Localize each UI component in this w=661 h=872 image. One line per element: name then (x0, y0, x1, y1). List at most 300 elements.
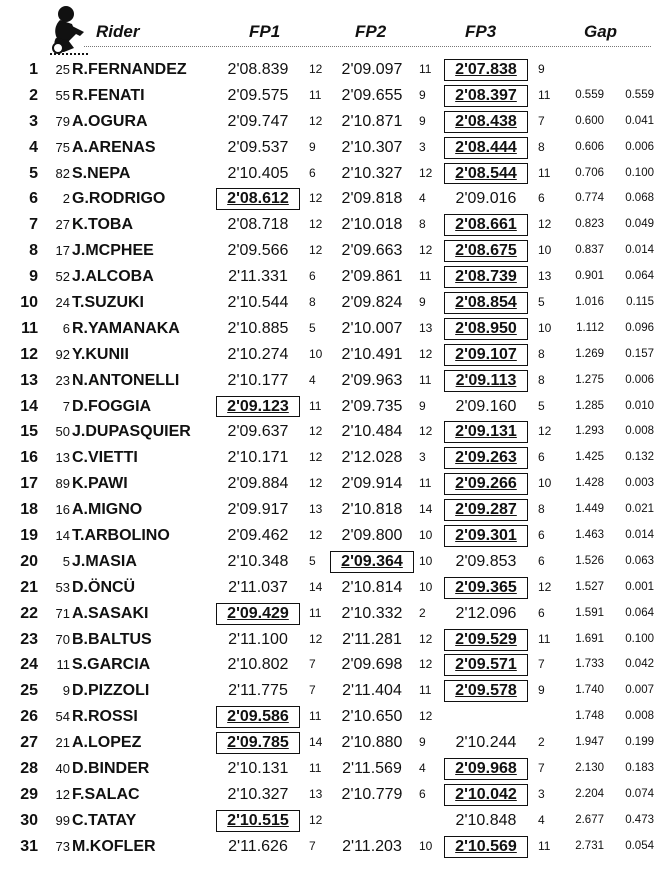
table-row (0, 652, 661, 678)
position-cell: 16 (20, 449, 38, 467)
fp3-time-cell: 2'09.571 (444, 652, 528, 678)
fp1-laps-cell: 8 (309, 295, 316, 310)
rider-number-cell: 2 (62, 191, 70, 207)
table-row (0, 601, 661, 627)
fp2-laps-cell: 4 (419, 761, 426, 776)
rider-name-cell: A.SASAKI (72, 604, 149, 622)
fp1-laps-cell: 7 (309, 657, 316, 672)
fp1-time-cell: 2'11.626 (228, 837, 288, 855)
position-cell: 4 (29, 138, 38, 156)
fp1-time-cell: 2'09.747 (227, 112, 289, 130)
rider-number-cell: 13 (55, 450, 70, 466)
table-row (0, 342, 661, 368)
table-row (0, 627, 661, 653)
gap-first-cell: 1.275 (575, 373, 604, 386)
fp2-time-cell: 2'09.818 (341, 190, 403, 208)
table-row (0, 782, 661, 808)
fp1-time-cell: 2'11.100 (228, 630, 288, 648)
position-cell: 25 (20, 682, 38, 700)
gap-first-cell: 2.677 (575, 813, 604, 826)
gap-first-cell: 1.425 (575, 451, 604, 464)
fp1-laps-cell: 10 (309, 346, 323, 361)
rider-name-cell: T.SUZUKI (72, 294, 144, 312)
fp2-time-cell: 2'10.307 (341, 138, 403, 156)
gap-previous-cell: 0.049 (625, 218, 654, 231)
rider-number-cell: 53 (55, 579, 70, 595)
fp1-laps-cell: 12 (309, 476, 323, 491)
gap-first-cell: 0.559 (575, 88, 604, 101)
rider-name-cell: G.RODRIGO (72, 190, 166, 208)
table-row (0, 290, 661, 316)
fp2-laps-cell: 9 (419, 735, 426, 750)
header-fp3: FP3 (465, 22, 497, 41)
rider-number-cell: 54 (55, 709, 70, 725)
gap-previous-cell: 0.068 (625, 192, 654, 205)
fp2-laps-cell: 11 (419, 372, 432, 387)
table-row (0, 368, 661, 394)
fp2-time-cell: 2'10.007 (341, 319, 403, 337)
rider-number-cell: 6 (62, 320, 70, 336)
gap-previous-cell: 0.074 (625, 787, 654, 800)
fp3-time-cell: 2'10.244 (455, 734, 517, 752)
fp3-time-cell: 2'09.578 (444, 678, 528, 704)
fp2-laps-cell: 11 (419, 683, 432, 698)
fp1-time-cell: 2'08.839 (227, 61, 289, 78)
fp2-time-cell: 2'10.871 (341, 112, 403, 130)
fp2-time-cell: 2'09.698 (341, 656, 403, 674)
table-row (0, 523, 661, 549)
fp2-laps-cell: 12 (419, 631, 433, 646)
gap-previous-cell: 0.006 (625, 373, 654, 386)
rider-number-cell: 73 (55, 838, 70, 854)
gap-previous-cell: 0.054 (625, 839, 654, 852)
gap-previous-cell: 0.014 (625, 529, 654, 542)
gap-first-cell: 0.706 (575, 166, 604, 179)
table-row (0, 834, 661, 860)
fp1-time-cell: 2'10.405 (227, 164, 289, 182)
fp2-laps-cell: 11 (419, 62, 432, 76)
fp2-time-cell: 2'09.861 (341, 268, 403, 286)
gap-first-cell: 1.463 (575, 529, 604, 542)
rider-name-cell: A.MIGNO (72, 501, 143, 519)
fp1-time-cell: 2'10.802 (227, 656, 289, 674)
rider-name-cell: K.PAWI (72, 475, 128, 493)
fp2-time-cell: 2'09.914 (341, 475, 403, 493)
table-row (0, 445, 661, 471)
fp3-time-cell: 2'08.950 (444, 316, 528, 342)
table-row (0, 57, 661, 83)
gap-previous-cell: 0.063 (625, 554, 654, 567)
fp3-laps-cell: 3 (538, 786, 545, 801)
position-cell: 18 (20, 501, 38, 519)
fp2-laps-cell: 6 (419, 786, 426, 801)
fp1-laps-cell: 12 (309, 528, 323, 543)
fp1-laps-cell: 12 (309, 450, 323, 465)
rider-number-cell: 27 (55, 217, 70, 233)
fp1-time-cell: 2'09.586 (216, 704, 300, 730)
fp2-laps-cell: 10 (419, 838, 433, 853)
position-cell: 17 (20, 475, 38, 493)
gap-first-cell: 1.269 (575, 347, 604, 360)
position-cell: 15 (20, 423, 38, 441)
rider-name-cell: D.BINDER (72, 760, 150, 778)
position-cell: 2 (29, 86, 38, 104)
table-row (0, 238, 661, 264)
rider-name-cell: J.MCPHEE (72, 242, 154, 260)
fp2-time-cell: 2'10.814 (341, 578, 403, 596)
fp2-time-cell: 2'12.028 (341, 449, 403, 467)
fp3-laps-cell: 12 (538, 579, 552, 594)
fp3-time-cell: 2'08.444 (444, 135, 528, 161)
fp2-time-cell: 2'10.779 (341, 785, 403, 803)
rider-name-cell: A.OGURA (72, 112, 148, 130)
position-cell: 30 (20, 811, 38, 829)
gap-previous-cell: 0.096 (625, 321, 654, 334)
rider-name-cell: C.VIETTI (72, 449, 138, 467)
fp2-laps-cell: 3 (419, 139, 426, 154)
fp2-laps-cell: 9 (419, 113, 426, 128)
table-row (0, 575, 661, 601)
fp1-time-cell: 2'10.348 (227, 552, 289, 570)
fp2-time-cell: 2'09.824 (341, 294, 403, 312)
fp2-laps-cell: 11 (419, 476, 432, 491)
rider-name-cell: R.ROSSI (72, 708, 138, 726)
fp1-laps-cell: 14 (309, 735, 323, 750)
fp2-laps-cell: 9 (419, 87, 426, 102)
position-cell: 28 (20, 760, 38, 778)
fp2-time-cell: 2'09.963 (341, 371, 403, 389)
fp2-laps-cell: 11 (419, 269, 432, 284)
fp2-laps-cell: 12 (419, 709, 433, 724)
fp1-time-cell: 2'09.429 (216, 601, 300, 627)
fp3-time-cell: 2'09.853 (455, 552, 517, 570)
fp2-time-cell: 2'10.018 (341, 216, 403, 234)
rider-number-cell: 55 (55, 87, 70, 103)
fp1-time-cell: 2'08.718 (227, 216, 289, 234)
fp3-time-cell: 2'08.438 (444, 109, 528, 135)
table-row (0, 135, 661, 161)
fp2-time-cell: 2'10.332 (341, 604, 403, 622)
fp1-time-cell: 2'10.544 (227, 294, 289, 312)
gap-first-cell: 2.130 (575, 762, 604, 775)
fp3-laps-cell: 10 (538, 476, 552, 491)
fp1-time-cell: 2'11.331 (228, 268, 288, 286)
fp3-laps-cell: 6 (538, 191, 545, 206)
rider-number-cell: 16 (55, 502, 70, 518)
fp3-laps-cell: 6 (538, 450, 545, 465)
gap-first-cell: 1.691 (575, 632, 604, 645)
fp3-laps-cell: 11 (538, 165, 551, 180)
rider-number-cell: 21 (55, 735, 70, 751)
gap-previous-cell: 0.064 (625, 606, 654, 619)
fp2-time-cell: 2'09.800 (341, 527, 403, 545)
gap-previous-cell: 0.008 (625, 425, 654, 438)
gap-previous-cell: 0.157 (625, 347, 654, 360)
table-row (0, 264, 661, 290)
fp3-laps-cell: 8 (538, 502, 545, 517)
fp3-laps-cell: 2 (538, 735, 545, 750)
fp2-laps-cell: 12 (419, 243, 433, 258)
fp1-laps-cell: 14 (309, 579, 323, 594)
fp3-laps-cell: 6 (538, 553, 545, 568)
fp2-laps-cell: 12 (419, 657, 433, 672)
fp1-time-cell: 2'11.775 (228, 682, 288, 700)
fp1-time-cell: 2'10.131 (227, 760, 289, 778)
fp1-laps-cell: 13 (309, 502, 323, 517)
rider-name-cell: D.FOGGIA (72, 397, 152, 415)
gap-first-cell: 0.901 (575, 270, 604, 283)
fp1-time-cell: 2'08.612 (216, 186, 300, 212)
fp3-laps-cell: 4 (538, 812, 545, 827)
fp1-laps-cell: 12 (309, 217, 323, 232)
fp2-time-cell: 2'10.880 (341, 734, 403, 752)
gap-previous-cell: 0.100 (625, 166, 654, 179)
fp3-laps-cell: 6 (538, 528, 545, 543)
fp2-time-cell: 2'11.203 (342, 837, 402, 855)
header-divider (84, 46, 651, 47)
gap-first-cell: 1.449 (575, 503, 604, 516)
position-cell: 13 (20, 371, 38, 389)
fp2-time-cell: 2'09.655 (341, 86, 403, 104)
results-table (0, 57, 661, 860)
fp2-laps-cell: 8 (419, 217, 426, 232)
fp2-laps-cell: 12 (419, 165, 433, 180)
position-cell: 27 (20, 734, 38, 752)
header-fp2: FP2 (355, 22, 387, 41)
gap-first-cell: 1.293 (575, 425, 604, 438)
fp1-laps-cell: 11 (309, 398, 322, 413)
rider-name-cell: F.SALAC (72, 785, 140, 803)
fp3-time-cell: 2'09.365 (444, 575, 528, 601)
gap-previous-cell: 0.007 (625, 684, 654, 697)
fp1-laps-cell: 4 (309, 372, 316, 387)
fp2-time-cell: 2'11.569 (342, 760, 402, 778)
table-row (0, 212, 661, 238)
fp3-laps-cell: 8 (538, 139, 545, 154)
fp3-laps-cell: 5 (538, 295, 545, 310)
fp1-laps-cell: 7 (309, 683, 316, 698)
fp1-time-cell: 2'09.637 (227, 423, 289, 441)
fp3-laps-cell: 12 (538, 217, 552, 232)
gap-first-cell: 2.731 (575, 839, 604, 852)
fp3-time-cell: 2'09.107 (444, 342, 528, 368)
rider-number-cell: 23 (55, 372, 70, 388)
fp2-laps-cell: 14 (419, 502, 433, 517)
rider-number-cell: 17 (55, 243, 70, 259)
gap-previous-cell: 0.183 (625, 762, 654, 775)
fp3-time-cell: 2'08.675 (444, 238, 528, 264)
gap-previous-cell: 0.010 (625, 399, 654, 412)
gap-first-cell: 1.112 (576, 321, 604, 334)
rider-number-cell: 24 (55, 295, 70, 311)
rider-number-cell: 82 (55, 165, 70, 181)
position-cell: 1 (29, 61, 38, 78)
fp3-laps-cell: 11 (538, 838, 551, 853)
gap-first-cell: 2.204 (575, 787, 604, 800)
gap-first-cell: 1.526 (575, 554, 604, 567)
position-cell: 26 (20, 708, 38, 726)
fp1-laps-cell: 5 (309, 553, 316, 568)
fp3-laps-cell: 8 (538, 346, 545, 361)
table-row (0, 497, 661, 523)
fp3-time-cell: 2'10.569 (444, 834, 528, 860)
fp3-time-cell: 2'09.968 (444, 756, 528, 782)
gap-first-cell: 1.285 (575, 399, 604, 412)
gap-first-cell: 1.733 (575, 658, 604, 671)
rider-number-cell: 9 (62, 683, 70, 699)
rider-number-cell: 11 (56, 657, 70, 673)
fp2-laps-cell: 10 (419, 579, 433, 594)
rider-name-cell: S.GARCIA (72, 656, 151, 674)
fp1-laps-cell: 11 (309, 605, 322, 620)
fp3-time-cell: 2'08.739 (444, 264, 528, 290)
fp3-laps-cell: 6 (538, 605, 545, 620)
fp1-time-cell: 2'09.537 (227, 138, 289, 156)
fp3-time-cell: 2'08.661 (444, 212, 528, 238)
fp3-time-cell: 2'09.016 (455, 190, 517, 208)
gap-first-cell: 1.428 (575, 477, 604, 490)
gap-previous-cell: 0.008 (625, 710, 654, 723)
gap-first-cell: 0.774 (575, 192, 604, 205)
fp1-laps-cell: 5 (309, 320, 316, 335)
position-cell: 31 (20, 837, 38, 855)
fp3-time-cell: 2'09.160 (455, 397, 517, 415)
fp3-laps-cell: 7 (538, 761, 545, 776)
rider-name-cell: A.ARENAS (72, 138, 156, 156)
rider-number-cell: 25 (55, 62, 70, 77)
fp2-laps-cell: 2 (419, 605, 426, 620)
table-row (0, 549, 661, 575)
rider-number-cell: 7 (62, 398, 70, 414)
fp1-laps-cell: 12 (309, 113, 323, 128)
table-row (0, 471, 661, 497)
position-cell: 7 (29, 216, 38, 234)
gap-previous-cell: 0.021 (625, 503, 654, 516)
rider-name-cell: N.ANTONELLI (72, 371, 180, 389)
position-cell: 9 (29, 268, 38, 286)
fp2-time-cell: 2'10.650 (341, 708, 403, 726)
fp2-time-cell: 2'09.735 (341, 397, 403, 415)
fp1-laps-cell: 12 (309, 243, 323, 258)
rider-number-cell: 50 (55, 424, 70, 440)
gap-previous-cell: 0.003 (625, 477, 654, 490)
fp3-time-cell: 2'10.848 (455, 811, 517, 829)
fp1-laps-cell: 9 (309, 139, 316, 154)
gap-previous-cell: 0.041 (625, 114, 654, 127)
fp3-laps-cell: 9 (538, 683, 545, 698)
position-cell: 6 (29, 190, 38, 208)
fp2-time-cell: 2'09.364 (330, 549, 414, 575)
fp3-time-cell: 2'09.263 (444, 445, 528, 471)
fp3-time-cell: 2'08.854 (444, 290, 528, 316)
table-row (0, 394, 661, 420)
fp3-time-cell: 2'09.131 (444, 419, 528, 445)
rider-name-cell: B.BALTUS (72, 630, 152, 648)
rider-number-cell: 92 (55, 346, 70, 362)
fp1-laps-cell: 13 (309, 786, 323, 801)
rider-name-cell: D.PIZZOLI (72, 682, 150, 700)
rider-name-cell: J.DUPASQUIER (72, 423, 191, 441)
fp3-time-cell: 2'08.544 (444, 161, 528, 187)
rider-name-cell: A.LOPEZ (72, 734, 142, 752)
fp1-time-cell: 2'09.566 (227, 242, 289, 260)
fp2-time-cell: 2'10.327 (341, 164, 403, 182)
fp1-laps-cell: 11 (309, 709, 322, 724)
table-row (0, 161, 661, 187)
gap-previous-cell: 0.042 (625, 658, 654, 671)
position-cell: 12 (20, 345, 38, 363)
fp1-laps-cell: 7 (309, 838, 316, 853)
position-cell: 23 (20, 630, 38, 648)
gap-previous-cell: 0.559 (625, 88, 654, 101)
fp3-time-cell: 2'12.096 (455, 604, 517, 622)
gap-first-cell: 0.837 (575, 244, 604, 257)
fp1-laps-cell: 11 (309, 87, 322, 102)
fp1-laps-cell: 12 (309, 191, 323, 206)
fp1-time-cell: 2'09.123 (216, 394, 300, 420)
fp1-time-cell: 2'10.274 (227, 345, 289, 363)
header-fp1: FP1 (249, 22, 281, 41)
rider-name-cell: R.FENATI (72, 86, 145, 104)
table-row (0, 419, 661, 445)
rider-number-cell: 70 (55, 631, 70, 647)
rider-name-cell: K.TOBA (72, 216, 134, 234)
motorcycle-rider-icon (46, 4, 92, 56)
table-row (0, 730, 661, 756)
fp2-laps-cell: 4 (419, 191, 426, 206)
fp1-laps-cell: 12 (309, 631, 323, 646)
fp3-time-cell: 2'08.397 (444, 83, 528, 109)
position-cell: 19 (20, 527, 38, 545)
gap-first-cell: 1.947 (575, 736, 604, 749)
fp1-laps-cell: 11 (309, 761, 322, 776)
position-cell: 22 (20, 604, 38, 622)
fp3-laps-cell: 10 (538, 243, 552, 258)
fp2-laps-cell: 10 (419, 553, 433, 568)
table-row (0, 186, 661, 212)
rider-number-cell: 52 (55, 269, 70, 285)
fp2-time-cell: 2'10.491 (341, 345, 403, 363)
gap-previous-cell: 0.115 (626, 296, 654, 309)
gap-first-cell: 1.740 (575, 684, 604, 697)
position-cell: 20 (20, 552, 38, 570)
fp1-time-cell: 2'11.037 (228, 578, 288, 596)
fp3-laps-cell: 12 (538, 424, 552, 439)
rider-number-cell: 40 (55, 761, 70, 777)
fp1-time-cell: 2'09.917 (227, 501, 289, 519)
fp2-laps-cell: 9 (419, 295, 426, 310)
fp2-time-cell: 2'09.663 (341, 242, 403, 260)
fp1-laps-cell: 12 (309, 812, 323, 827)
fp3-laps-cell: 8 (538, 372, 545, 387)
position-cell: 11 (21, 319, 38, 337)
rider-number-cell: 5 (62, 553, 70, 569)
fp3-time-cell: 2'10.042 (444, 782, 528, 808)
rider-name-cell: M.KOFLER (72, 837, 156, 855)
table-row (0, 316, 661, 342)
rider-number-cell: 79 (55, 113, 70, 129)
fp1-time-cell: 2'09.785 (216, 730, 300, 756)
rider-name-cell: R.FERNANDEZ (72, 61, 187, 78)
fp3-laps-cell: 11 (538, 631, 551, 646)
gap-previous-cell: 0.006 (625, 140, 654, 153)
rider-number-cell: 12 (55, 786, 70, 802)
fp3-time-cell: 2'09.529 (444, 627, 528, 653)
gap-previous-cell: 0.132 (625, 451, 654, 464)
rider-name-cell: D.ÖNCÜ (72, 578, 136, 596)
gap-first-cell: 1.591 (575, 606, 604, 619)
rider-number-cell: 75 (55, 139, 70, 155)
